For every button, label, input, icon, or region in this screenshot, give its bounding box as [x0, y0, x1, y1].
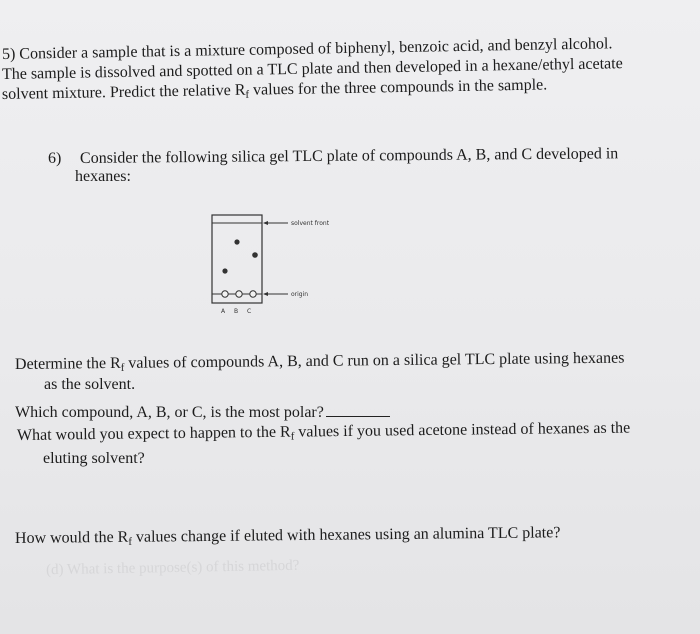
alumina-text: How would the R	[14, 528, 129, 547]
spot-b-upper	[234, 239, 239, 244]
bleed-through-text: (d) What is the purpose(s) of this method?	[45, 557, 300, 579]
solvent-front-arrowhead	[263, 221, 268, 225]
alumina-text-tail: values change if eluted with hexanes using an alumina TLC plate?	[131, 524, 561, 546]
question-5-line-3-text: solvent mixture. Predict the relative R	[1, 81, 246, 103]
acetone-line-1	[17, 420, 631, 449]
rf-subscript: f	[290, 430, 295, 443]
question-6-line-1: Consider the following silica gel TLC plate of compounds A, B, and C developed in	[79, 145, 619, 167]
lane-label-c: C	[247, 308, 252, 315]
most-polar-text: Which compound, A, B, or C, is the most polar?	[15, 404, 324, 421]
rf-subscript: f	[245, 88, 250, 101]
acetone-text-tail: values if you used acetone instead of hexanes as the	[294, 419, 631, 441]
tlc-plate-figure	[200, 205, 330, 325]
determine-text-tail: values of compounds A, B, and C run on a silica gel TLC plate using hexanes	[124, 349, 625, 372]
lane-label-a: A	[221, 308, 226, 315]
question-6-line-2: hexanes:	[75, 168, 131, 185]
alumina-question	[15, 524, 561, 552]
question-5-line-1: 5) Consider a sample that is a mixture composed of biphenyl, benzoic acid, and benzyl alcohol.	[1, 35, 613, 63]
question-5-line-3-tail: values for the three compounds in the sample.	[248, 76, 548, 99]
spot-c-upper	[252, 252, 258, 258]
lane-label-b: B	[234, 308, 239, 315]
answer-blank[interactable]	[326, 404, 390, 417]
origin-arrowhead	[263, 292, 268, 296]
determine-line-1	[15, 350, 625, 378]
question-6-number: 6)	[48, 150, 62, 167]
acetone-text: What would you expect to happen to the R	[16, 423, 291, 444]
rf-subscript: f	[120, 361, 125, 374]
spot-a-upper	[222, 268, 227, 273]
origin-spot-b	[236, 291, 242, 297]
origin-spot-c	[250, 291, 256, 297]
acetone-line-2: eluting solvent?	[43, 450, 145, 467]
determine-text: Determine the R	[14, 354, 121, 373]
question-5-line-2: The sample is dissolved and spotted on a TLC plate and then developed in a hexane/ethyl acetate	[1, 55, 623, 83]
origin-label: origin	[291, 291, 309, 298]
determine-line-2: as the solvent.	[44, 376, 136, 393]
rf-subscript: f	[128, 535, 133, 548]
tlc-plate-outline	[212, 215, 262, 303]
most-polar-question	[15, 404, 390, 422]
origin-spot-a	[222, 291, 228, 297]
solvent-front-label: solvent front	[291, 220, 330, 227]
